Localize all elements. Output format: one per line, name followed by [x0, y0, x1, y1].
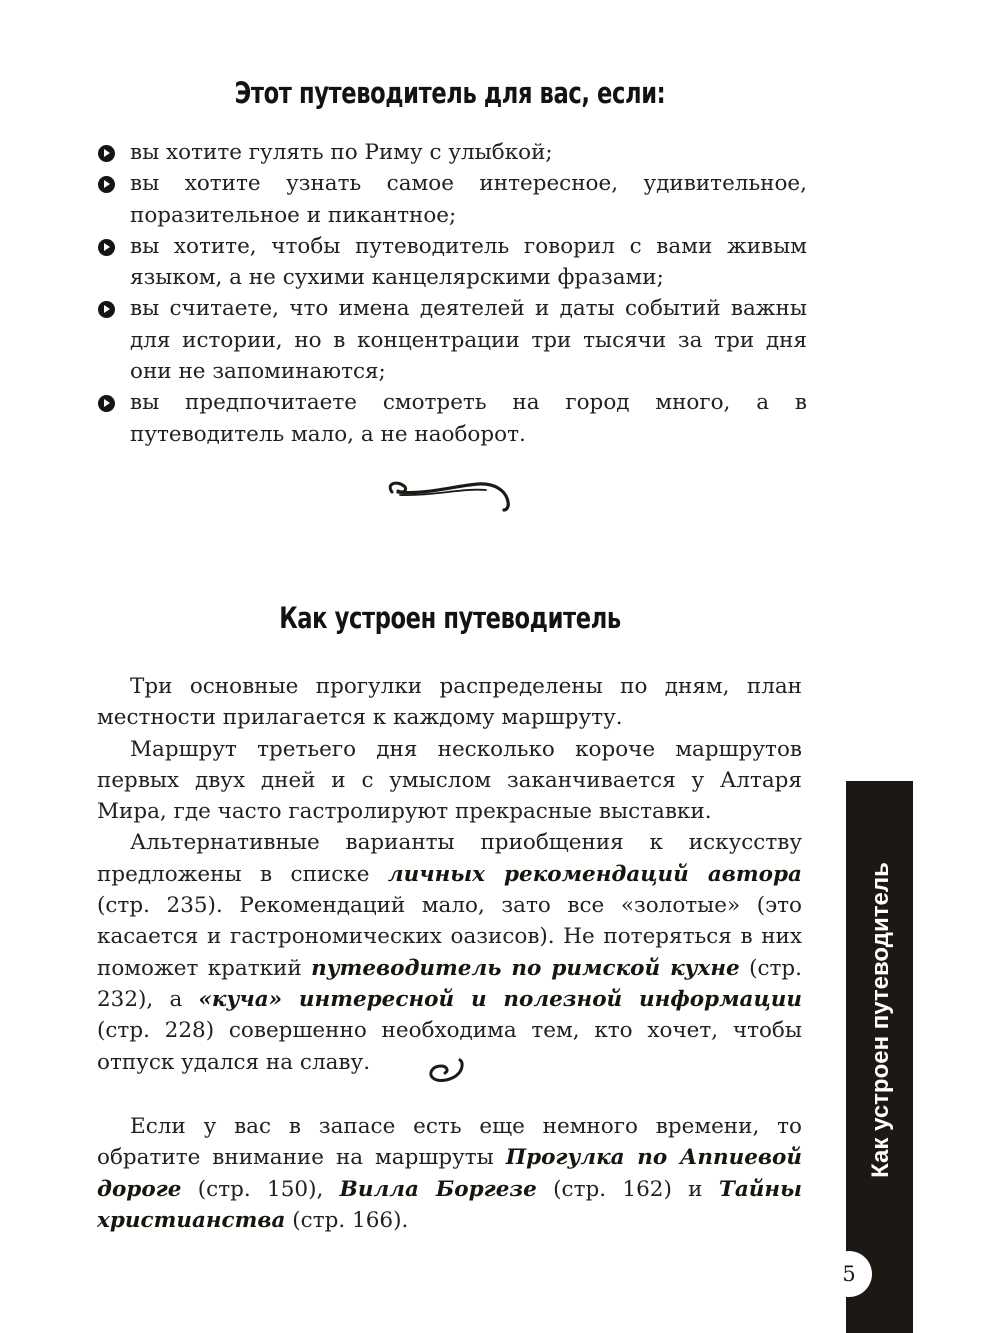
list-item: вы хотите гулять по Риму с улыбкой; [97, 137, 807, 168]
list-item: вы считаете, что имена деятелей и даты событий важны для истории, но в концентрации три тысячи за три дня они не запоминаются; [97, 293, 807, 387]
heading-for-whom: Этот путеводитель для вас, если: [234, 76, 666, 110]
paragraph: Если у вас в запасе есть еще немного времени, то обратите внимание на маршруты Прогулка по Аппиевой дороге (стр. 150), Вилла Боргезе (стр. 162) и Тайны христианства (стр. 166). [97, 1114, 802, 1233]
list-item: вы хотите, чтобы путеводитель говорил с вами живым языком, а не сухими канцелярскими фразами; [97, 231, 807, 294]
heading-how-it-works: Как устроен путеводитель [279, 601, 621, 635]
chapter-side-label: Как устроен путеводитель [867, 862, 894, 1178]
play-bullet-icon [98, 239, 115, 256]
route-title: Вилла Боргезе [339, 1176, 537, 1202]
reference-link: «куча» интересной и полезной информации [198, 986, 802, 1012]
play-bullet-icon [98, 145, 115, 162]
how-it-works-text [97, 671, 802, 1078]
reference-link: путеводитель по римской кухне [311, 955, 740, 981]
reference-link: личных рекомендаций автора [387, 861, 802, 887]
route-title: Тайны христианства [97, 1176, 802, 1233]
list-item: вы хотите узнать самое интересное, удивительное, поразительное и пикантное; [97, 168, 807, 231]
flourish-divider-icon [384, 470, 514, 512]
paragraph: Маршрут третьего дня несколько короче маршрутов первых двух дней и с умыслом заканчивается у Алтаря Мира, где часто гастролируют прекрасные выставки. [97, 736, 802, 825]
extra-routes-text [97, 1111, 802, 1236]
route-title: Прогулка по Аппиевой дороге [97, 1145, 802, 1202]
paragraph: Три основные прогулки распределены по дням, план местности прилагается к каждому маршруту. [97, 674, 802, 731]
page-number: 5 [826, 1251, 872, 1297]
list-item: вы предпочитаете смотреть на город много, а в путеводитель мало, а не наоборот. [97, 387, 807, 450]
play-bullet-icon [98, 395, 115, 412]
paragraph: Альтернативные варианты приобщения к искусству предложены в списке личных рекомендаций автора (стр. 235). Рекомендаций мало, зато все «золотые» (это касается и гастрономических оазисов). Не потеряться в них поможет краткий путеводитель по римской кухне (стр. 232), а «куча» интересной и полезной информации (стр. 228) совершенно необходима тем, кто хочет, чтобы отпуск удался на славу. [97, 830, 802, 1075]
swirl-ornament-icon [425, 1056, 469, 1086]
play-bullet-icon [98, 176, 115, 193]
play-bullet-icon [98, 301, 115, 318]
conditions-list [97, 137, 807, 450]
